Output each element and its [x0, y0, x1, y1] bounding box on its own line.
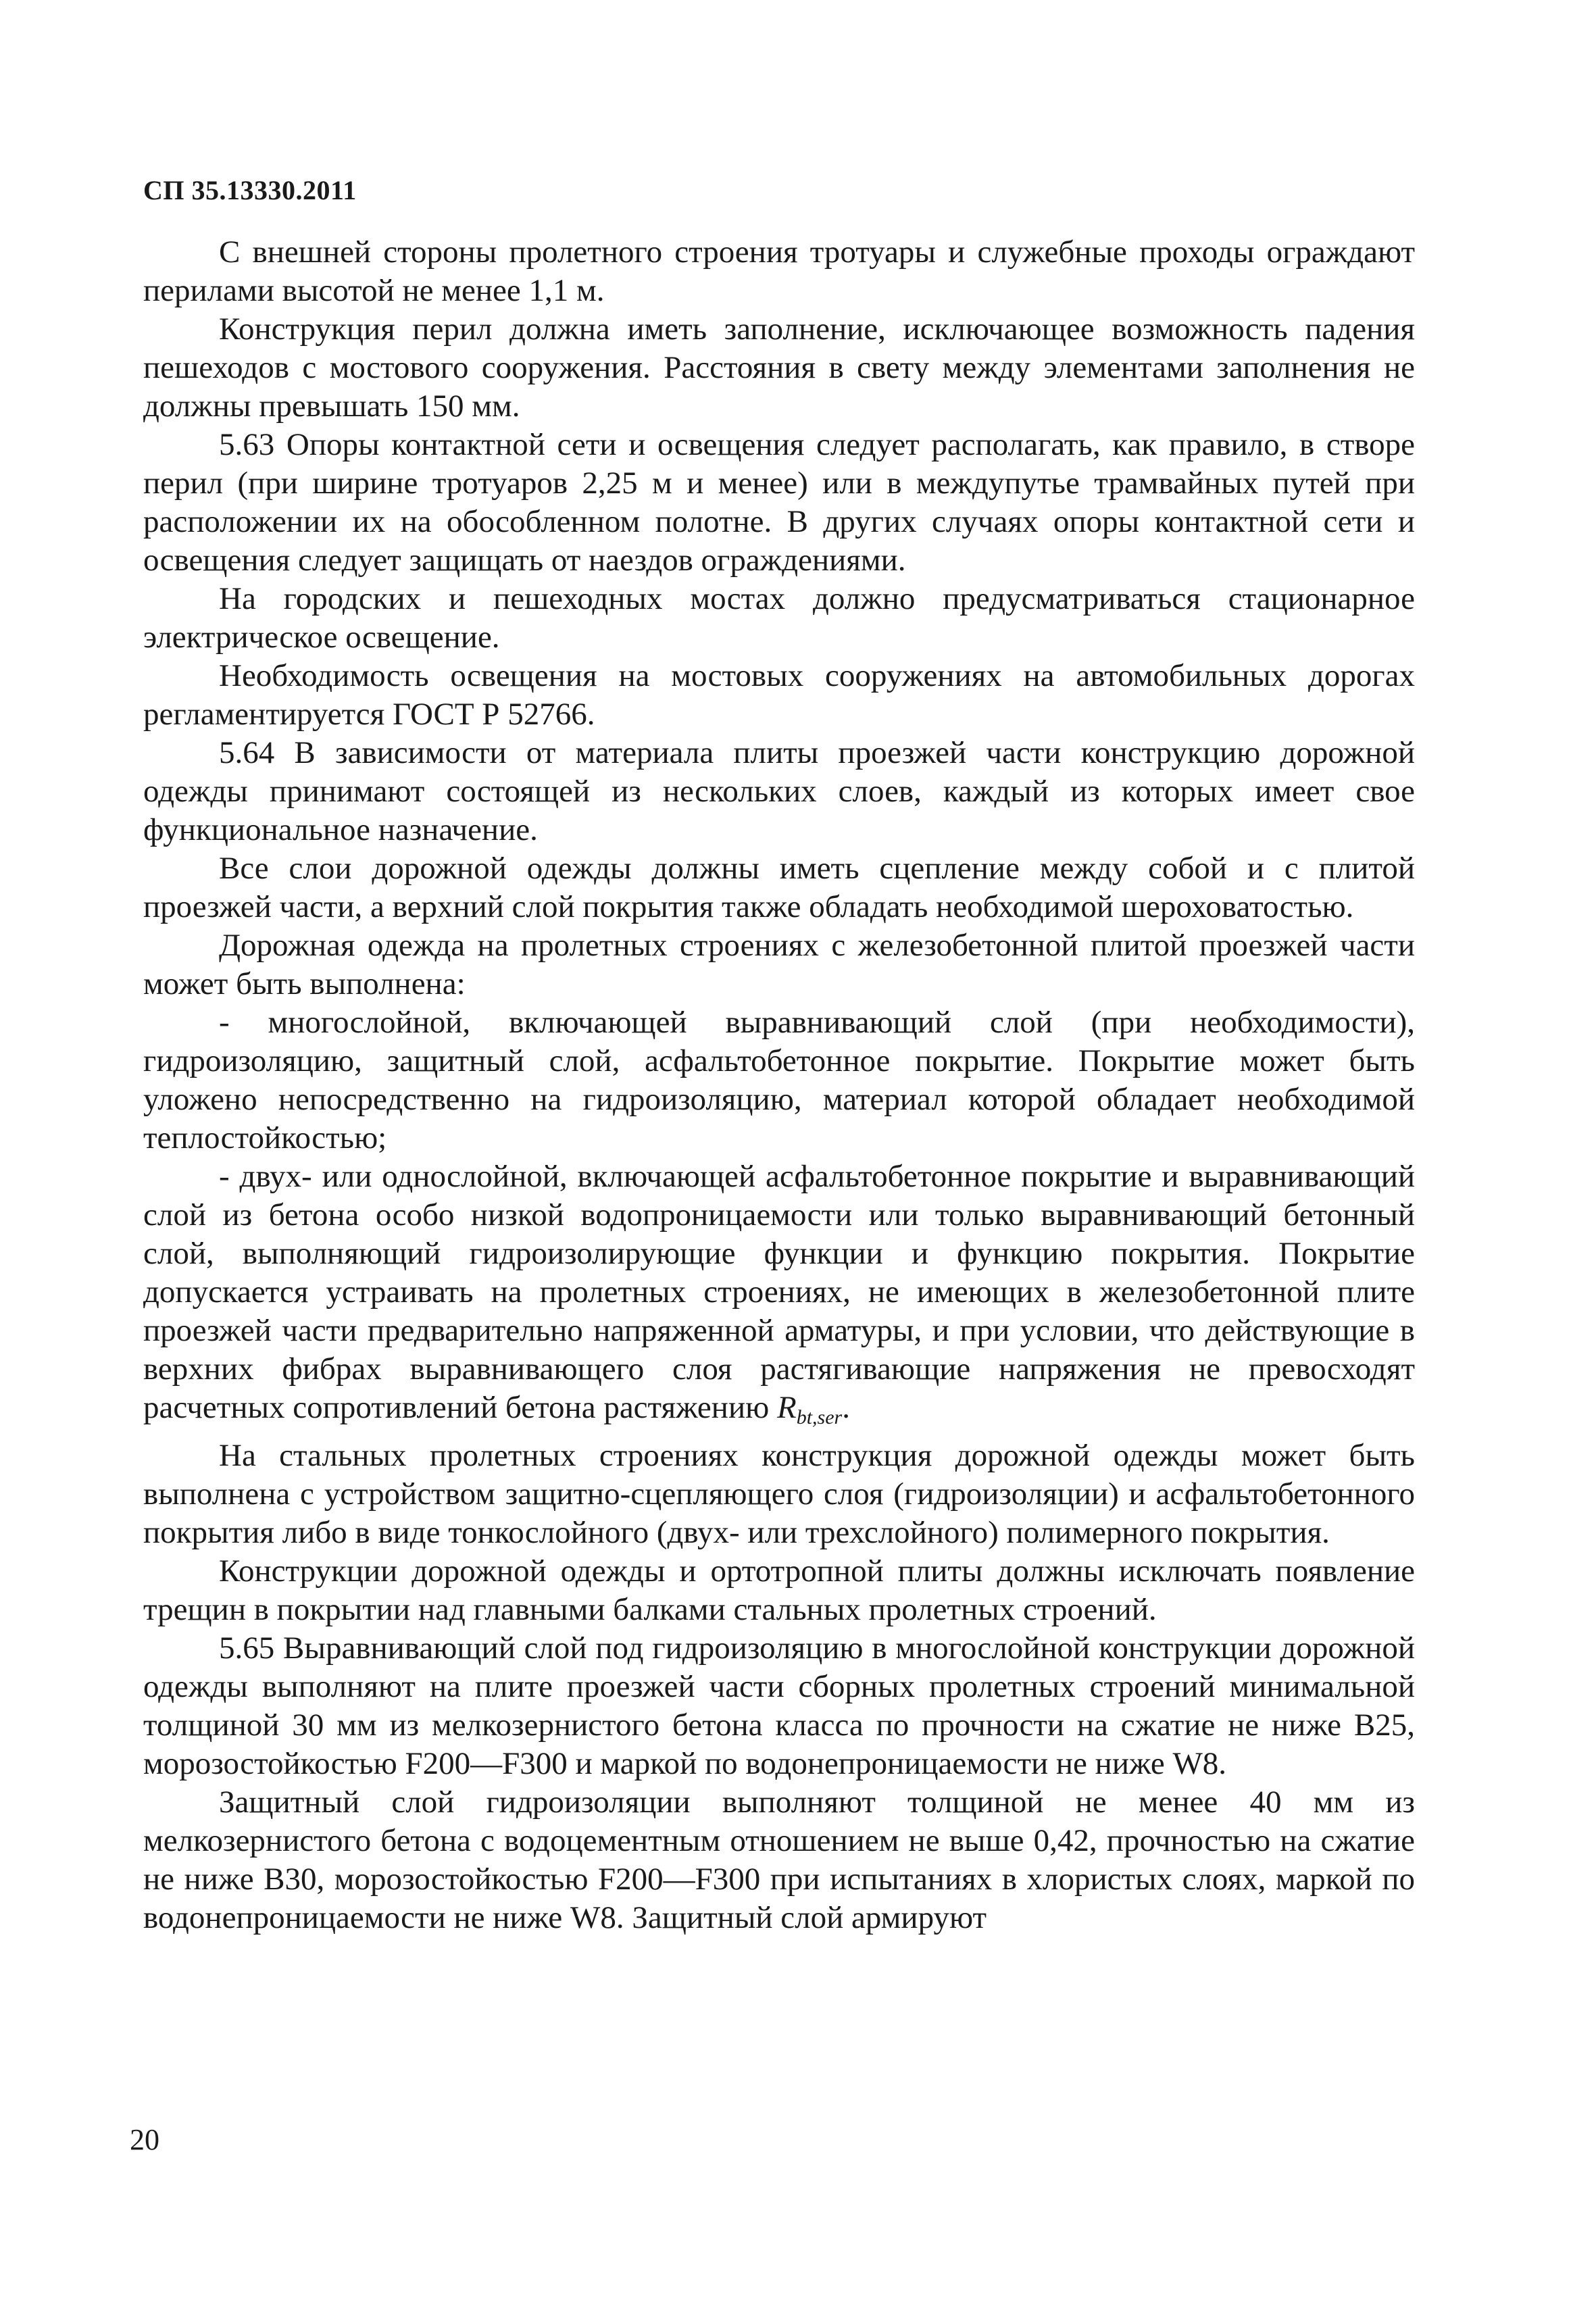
- document-code-header: СП 35.13330.2011: [143, 175, 357, 205]
- paragraph-steel-spans: На стальных пролетных строениях конструкция дорожной одежды может быть выполнена с устройством защитно-сцепляющего слоя (гидроизоляции) и асфальтобетонного покрытия либо в виде тонкослойного (двух- или трехслойного) полимерного покрытия.: [143, 1438, 1415, 1550]
- page-number: 20: [130, 2123, 159, 2156]
- formula-symbol: R: [776, 1390, 797, 1425]
- paragraph-layers-adhesion: Все слои дорожной одежды должны иметь сцепление между собой и с плитой проезжей части, а верхний слой покрытия также обладать необходимой шероховатостью.: [143, 851, 1415, 924]
- paragraph-5-63: 5.63 Опоры контактной сети и освещения следует располагать, как правило, в створе перил (при ширине тротуаров 2,25 м и менее) или в междупутье трамвайных путей при расположении их на обособленном полотне. В других случаях опоры контактной сети и освещения следует защищать от наездов ограждениями.: [143, 427, 1415, 578]
- paragraph-railings-height: С внешней стороны пролетного строения тротуары и служебные проходы ограждают перилами высотой не менее 1,1 м.: [143, 234, 1415, 308]
- paragraph-orthotropic: Конструкции дорожной одежды и ортотропной плиты должны исключать появление трещин в покрытии над главными балками стальных пролетных строений.: [143, 1553, 1415, 1627]
- paragraph-5-64: 5.64 В зависимости от материала плиты проезжей части конструкцию дорожной одежды принимают состоящей из нескольких слоев, каждый из которых имеет свое функциональное назначение.: [143, 735, 1415, 847]
- paragraph-lighting-city: На городских и пешеходных мостах должно предусматриваться стационарное электрическое освещение.: [143, 581, 1415, 655]
- paragraph-protective-layer: Защитный слой гидроизоляции выполняют толщиной не менее 40 мм из мелкозернистого бетона с водоцементным отношением не выше 0,42, прочностью на сжатие не ниже B30, морозостойкостью F200—F300 при испытаниях в хлористых слоях, маркой по водонепроницаемости не ниже W8. Защитный слой армируют: [143, 1785, 1415, 1935]
- list-item-multilayer: - многослойной, включающей выравнивающий слой (при необходимости), гидроизоляцию, защитный слой, асфальтобетонное покрытие. Покрытие может быть уложено непосредственно на гидроизоляцию, материал которой обладает необходимой теплостойкостью;: [143, 1005, 1415, 1155]
- list-item-two-one-layer: [143, 1158, 1415, 1437]
- list-item-two-one-layer-text: - двух- или однослойной, включающей асфальтобетонное покрытие и выравнивающий слой из бетона особо низкой водопроницаемости или только выравнивающий бетонный слой, выполняющий гидроизолирующие функции и функцию покрытия. Покрытие допускается устраивать на пролетных строениях, не имеющих в железобетонной плите проезжей части предварительно напряженной арматуры, и при условии, что действующие в верхних фибрах выравнивающего слоя растягивающие напряжения не превосходят расчетных сопротивлений бетона растяжению: [143, 1159, 1415, 1425]
- formula-subscript: bt,ser: [796, 1406, 843, 1428]
- paragraph-pavement-intro: Дорожная одежда на пролетных строениях с железобетонной плитой проезжей части может быть выполнена:: [143, 928, 1415, 1001]
- paragraph-5-65: 5.65 Выравнивающий слой под гидроизоляцию в многослойной конструкции дорожной одежды выполняют на плите проезжей части сборных пролетных строений минимальной толщиной 30 мм из мелкозернистого бетона класса по прочности на сжатие не ниже B25, морозостойкостью F200—F300 и маркой по водонепроницаемости не ниже W8.: [143, 1631, 1415, 1781]
- document-body: [143, 233, 1415, 1937]
- paragraph-railings-construction: Конструкция перил должна иметь заполнение, исключающее возможность падения пешеходов с мостового сооружения. Расстояния в свету между элементами заполнения не должны превышать 150 мм.: [143, 312, 1415, 424]
- paragraph-lighting-roads: Необходимость освещения на мостовых сооружениях на автомобильных дорогах регламентируется ГОСТ Р 52766.: [143, 658, 1415, 732]
- formula-end: .: [842, 1390, 850, 1425]
